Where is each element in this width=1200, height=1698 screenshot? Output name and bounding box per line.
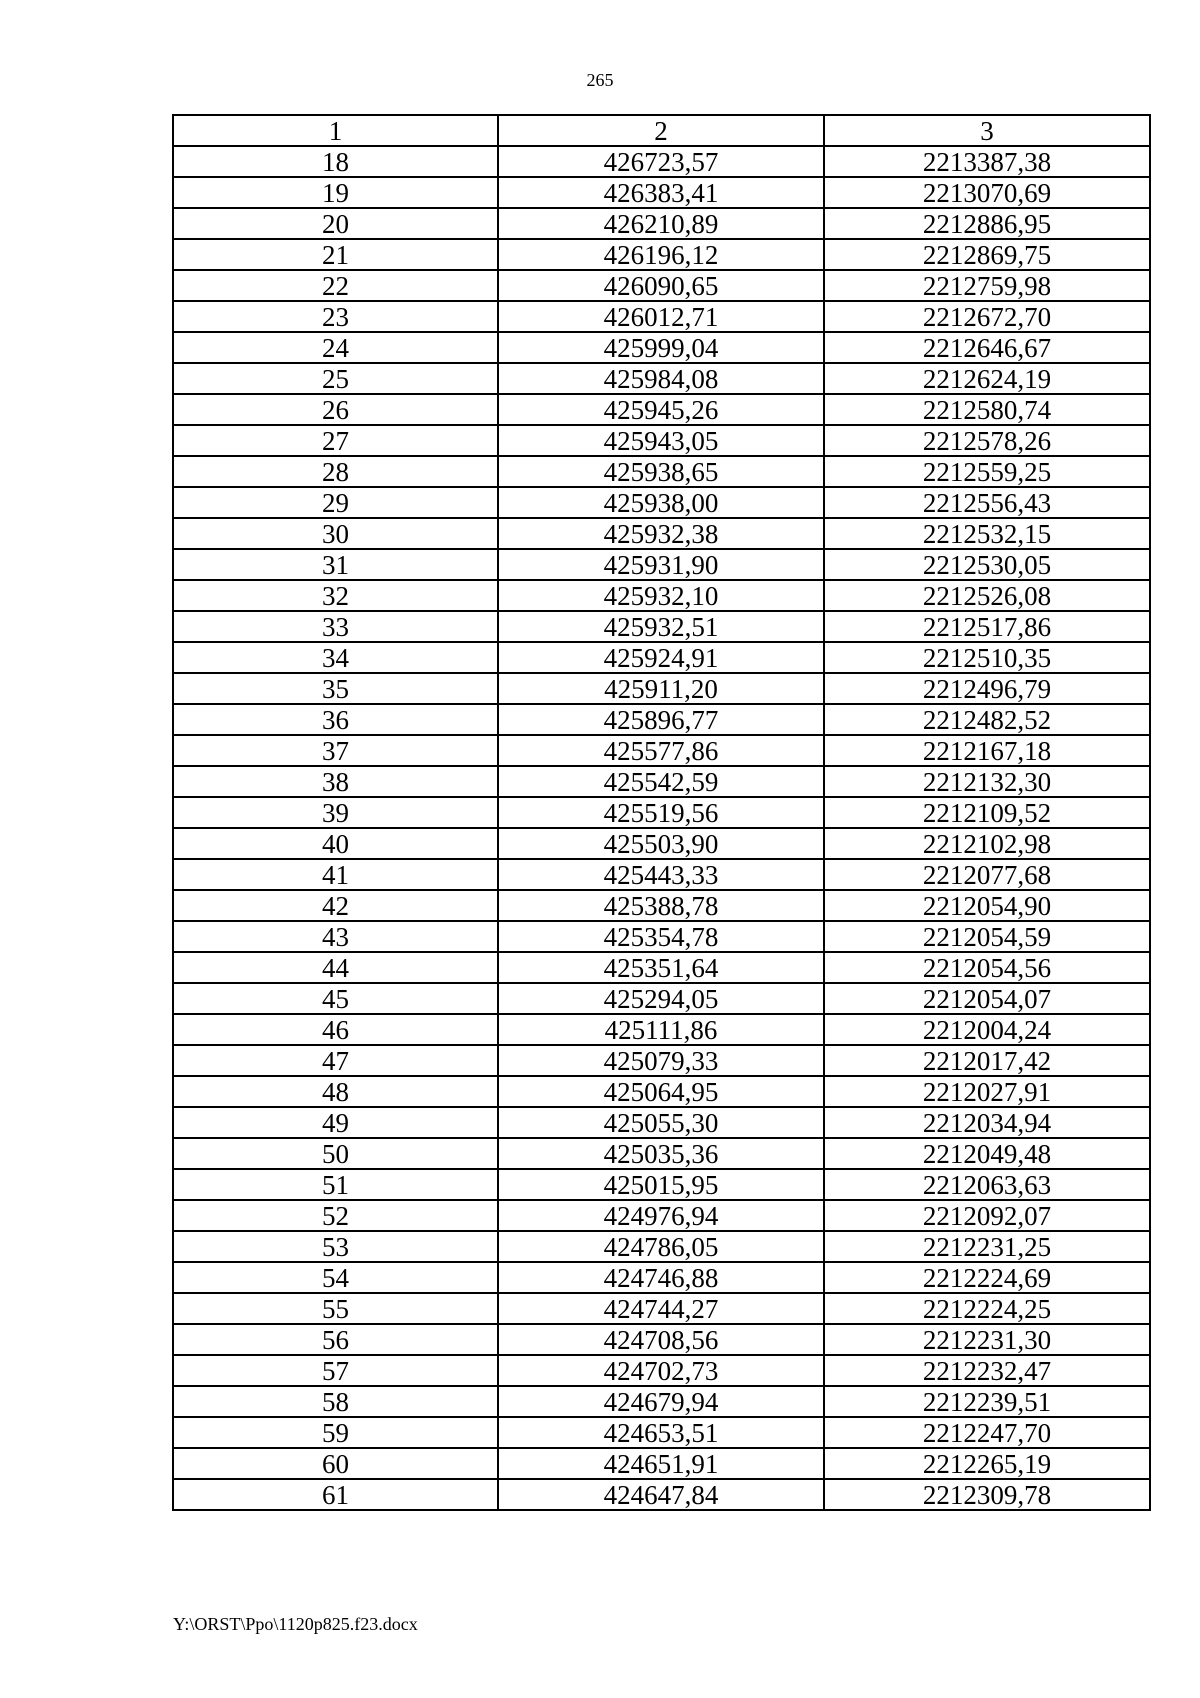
x-coordinate-cell: 425542,59 xyxy=(498,766,824,797)
table-row xyxy=(173,239,1150,270)
point-number-cell: 22 xyxy=(173,270,498,301)
table-row xyxy=(173,890,1150,921)
point-number-cell: 26 xyxy=(173,394,498,425)
y-coordinate-cell: 2212049,48 xyxy=(824,1138,1150,1169)
table-row xyxy=(173,1107,1150,1138)
table-row xyxy=(173,642,1150,673)
y-coordinate-cell: 2212077,68 xyxy=(824,859,1150,890)
point-number-cell: 29 xyxy=(173,487,498,518)
table-row xyxy=(173,208,1150,239)
x-coordinate-cell: 426383,41 xyxy=(498,177,824,208)
point-number-cell: 52 xyxy=(173,1200,498,1231)
y-coordinate-cell: 2212132,30 xyxy=(824,766,1150,797)
point-number-cell: 59 xyxy=(173,1417,498,1448)
x-coordinate-cell: 425999,04 xyxy=(498,332,824,363)
point-number-cell: 57 xyxy=(173,1355,498,1386)
x-coordinate-cell: 425354,78 xyxy=(498,921,824,952)
x-coordinate-cell: 425924,91 xyxy=(498,642,824,673)
table-row xyxy=(173,1262,1150,1293)
table-row xyxy=(173,270,1150,301)
point-number-cell: 49 xyxy=(173,1107,498,1138)
x-coordinate-cell: 425294,05 xyxy=(498,983,824,1014)
y-coordinate-cell: 2212624,19 xyxy=(824,363,1150,394)
page-number: 265 xyxy=(586,70,614,90)
x-coordinate-cell: 426090,65 xyxy=(498,270,824,301)
y-coordinate-cell: 2212239,51 xyxy=(824,1386,1150,1417)
x-coordinate-cell: 425055,30 xyxy=(498,1107,824,1138)
x-coordinate-cell: 426723,57 xyxy=(498,146,824,177)
y-coordinate-cell: 2212232,47 xyxy=(824,1355,1150,1386)
x-coordinate-cell: 424651,91 xyxy=(498,1448,824,1479)
point-number-cell: 35 xyxy=(173,673,498,704)
table-row xyxy=(173,1076,1150,1107)
y-coordinate-cell: 2213070,69 xyxy=(824,177,1150,208)
point-number-cell: 58 xyxy=(173,1386,498,1417)
column-header: 2 xyxy=(498,115,824,146)
y-coordinate-cell: 2212247,70 xyxy=(824,1417,1150,1448)
y-coordinate-cell: 2212054,90 xyxy=(824,890,1150,921)
point-number-cell: 25 xyxy=(173,363,498,394)
table-row xyxy=(173,580,1150,611)
table-row xyxy=(173,828,1150,859)
table-row xyxy=(173,704,1150,735)
x-coordinate-cell: 426210,89 xyxy=(498,208,824,239)
table-header-row xyxy=(173,115,1150,146)
point-number-cell: 56 xyxy=(173,1324,498,1355)
point-number-cell: 30 xyxy=(173,518,498,549)
point-number-cell: 48 xyxy=(173,1076,498,1107)
table-row xyxy=(173,1324,1150,1355)
y-coordinate-cell: 2212109,52 xyxy=(824,797,1150,828)
y-coordinate-cell: 2212532,15 xyxy=(824,518,1150,549)
table-row xyxy=(173,921,1150,952)
x-coordinate-cell: 425351,64 xyxy=(498,952,824,983)
y-coordinate-cell: 2212496,79 xyxy=(824,673,1150,704)
point-number-cell: 38 xyxy=(173,766,498,797)
y-coordinate-cell: 2212559,25 xyxy=(824,456,1150,487)
table-row xyxy=(173,425,1150,456)
y-coordinate-cell: 2212063,63 xyxy=(824,1169,1150,1200)
y-coordinate-cell: 2212526,08 xyxy=(824,580,1150,611)
x-coordinate-cell: 425896,77 xyxy=(498,704,824,735)
y-coordinate-cell: 2212231,25 xyxy=(824,1231,1150,1262)
point-number-cell: 37 xyxy=(173,735,498,766)
table-row xyxy=(173,766,1150,797)
point-number-cell: 41 xyxy=(173,859,498,890)
y-coordinate-cell: 2212004,24 xyxy=(824,1014,1150,1045)
y-coordinate-cell: 2212759,98 xyxy=(824,270,1150,301)
coordinates-table-container xyxy=(172,114,1149,1511)
x-coordinate-cell: 425577,86 xyxy=(498,735,824,766)
table-row xyxy=(173,146,1150,177)
table-row xyxy=(173,394,1150,425)
x-coordinate-cell: 424786,05 xyxy=(498,1231,824,1262)
point-number-cell: 36 xyxy=(173,704,498,735)
point-number-cell: 33 xyxy=(173,611,498,642)
column-header: 1 xyxy=(173,115,498,146)
table-row xyxy=(173,177,1150,208)
table-row xyxy=(173,363,1150,394)
table-row xyxy=(173,1014,1150,1045)
y-coordinate-cell: 2212672,70 xyxy=(824,301,1150,332)
table-row xyxy=(173,549,1150,580)
y-coordinate-cell: 2212517,86 xyxy=(824,611,1150,642)
x-coordinate-cell: 424702,73 xyxy=(498,1355,824,1386)
table-row xyxy=(173,456,1150,487)
y-coordinate-cell: 2212027,91 xyxy=(824,1076,1150,1107)
y-coordinate-cell: 2212580,74 xyxy=(824,394,1150,425)
point-number-cell: 28 xyxy=(173,456,498,487)
x-coordinate-cell: 424653,51 xyxy=(498,1417,824,1448)
table-row xyxy=(173,1479,1150,1510)
x-coordinate-cell: 425932,10 xyxy=(498,580,824,611)
table-row xyxy=(173,1417,1150,1448)
y-coordinate-cell: 2212482,52 xyxy=(824,704,1150,735)
column-header: 3 xyxy=(824,115,1150,146)
y-coordinate-cell: 2212869,75 xyxy=(824,239,1150,270)
x-coordinate-cell: 425938,65 xyxy=(498,456,824,487)
point-number-cell: 54 xyxy=(173,1262,498,1293)
point-number-cell: 42 xyxy=(173,890,498,921)
point-number-cell: 21 xyxy=(173,239,498,270)
x-coordinate-cell: 425388,78 xyxy=(498,890,824,921)
x-coordinate-cell: 425911,20 xyxy=(498,673,824,704)
table-row xyxy=(173,952,1150,983)
x-coordinate-cell: 424708,56 xyxy=(498,1324,824,1355)
x-coordinate-cell: 426196,12 xyxy=(498,239,824,270)
point-number-cell: 24 xyxy=(173,332,498,363)
x-coordinate-cell: 425945,26 xyxy=(498,394,824,425)
point-number-cell: 40 xyxy=(173,828,498,859)
x-coordinate-cell: 425984,08 xyxy=(498,363,824,394)
x-coordinate-cell: 425943,05 xyxy=(498,425,824,456)
point-number-cell: 45 xyxy=(173,983,498,1014)
point-number-cell: 51 xyxy=(173,1169,498,1200)
point-number-cell: 32 xyxy=(173,580,498,611)
table-row xyxy=(173,735,1150,766)
x-coordinate-cell: 425938,00 xyxy=(498,487,824,518)
point-number-cell: 39 xyxy=(173,797,498,828)
point-number-cell: 20 xyxy=(173,208,498,239)
y-coordinate-cell: 2212054,56 xyxy=(824,952,1150,983)
table-row xyxy=(173,673,1150,704)
x-coordinate-cell: 425111,86 xyxy=(498,1014,824,1045)
point-number-cell: 18 xyxy=(173,146,498,177)
point-number-cell: 23 xyxy=(173,301,498,332)
table-row xyxy=(173,1293,1150,1324)
x-coordinate-cell: 424679,94 xyxy=(498,1386,824,1417)
table-row xyxy=(173,983,1150,1014)
point-number-cell: 61 xyxy=(173,1479,498,1510)
y-coordinate-cell: 2212231,30 xyxy=(824,1324,1150,1355)
point-number-cell: 44 xyxy=(173,952,498,983)
table-row xyxy=(173,1355,1150,1386)
x-coordinate-cell: 424976,94 xyxy=(498,1200,824,1231)
table-row xyxy=(173,1045,1150,1076)
table-row xyxy=(173,301,1150,332)
table-row xyxy=(173,859,1150,890)
y-coordinate-cell: 2212886,95 xyxy=(824,208,1150,239)
table-row xyxy=(173,1138,1150,1169)
point-number-cell: 53 xyxy=(173,1231,498,1262)
x-coordinate-cell: 425079,33 xyxy=(498,1045,824,1076)
table-row xyxy=(173,1169,1150,1200)
x-coordinate-cell: 426012,71 xyxy=(498,301,824,332)
y-coordinate-cell: 2213387,38 xyxy=(824,146,1150,177)
table-row xyxy=(173,487,1150,518)
table-row xyxy=(173,1231,1150,1262)
x-coordinate-cell: 425443,33 xyxy=(498,859,824,890)
x-coordinate-cell: 425064,95 xyxy=(498,1076,824,1107)
point-number-cell: 27 xyxy=(173,425,498,456)
y-coordinate-cell: 2212224,69 xyxy=(824,1262,1150,1293)
x-coordinate-cell: 425015,95 xyxy=(498,1169,824,1200)
y-coordinate-cell: 2212102,98 xyxy=(824,828,1150,859)
x-coordinate-cell: 425035,36 xyxy=(498,1138,824,1169)
y-coordinate-cell: 2212530,05 xyxy=(824,549,1150,580)
x-coordinate-cell: 424746,88 xyxy=(498,1262,824,1293)
y-coordinate-cell: 2212309,78 xyxy=(824,1479,1150,1510)
point-number-cell: 55 xyxy=(173,1293,498,1324)
point-number-cell: 60 xyxy=(173,1448,498,1479)
x-coordinate-cell: 424744,27 xyxy=(498,1293,824,1324)
table-row xyxy=(173,332,1150,363)
x-coordinate-cell: 425519,56 xyxy=(498,797,824,828)
table-row xyxy=(173,518,1150,549)
y-coordinate-cell: 2212224,25 xyxy=(824,1293,1150,1324)
table-row xyxy=(173,1386,1150,1417)
y-coordinate-cell: 2212092,07 xyxy=(824,1200,1150,1231)
x-coordinate-cell: 424647,84 xyxy=(498,1479,824,1510)
point-number-cell: 50 xyxy=(173,1138,498,1169)
point-number-cell: 46 xyxy=(173,1014,498,1045)
point-number-cell: 43 xyxy=(173,921,498,952)
x-coordinate-cell: 425503,90 xyxy=(498,828,824,859)
y-coordinate-cell: 2212054,59 xyxy=(824,921,1150,952)
point-number-cell: 47 xyxy=(173,1045,498,1076)
coordinates-table xyxy=(172,114,1151,1511)
y-coordinate-cell: 2212646,67 xyxy=(824,332,1150,363)
table-row xyxy=(173,797,1150,828)
y-coordinate-cell: 2212017,42 xyxy=(824,1045,1150,1076)
point-number-cell: 19 xyxy=(173,177,498,208)
y-coordinate-cell: 2212167,18 xyxy=(824,735,1150,766)
point-number-cell: 34 xyxy=(173,642,498,673)
footer-file-path: Y:\ORST\Ppo\1120p825.f23.docx xyxy=(173,1614,418,1634)
y-coordinate-cell: 2212578,26 xyxy=(824,425,1150,456)
y-coordinate-cell: 2212034,94 xyxy=(824,1107,1150,1138)
x-coordinate-cell: 425932,38 xyxy=(498,518,824,549)
point-number-cell: 31 xyxy=(173,549,498,580)
y-coordinate-cell: 2212556,43 xyxy=(824,487,1150,518)
table-row xyxy=(173,1448,1150,1479)
y-coordinate-cell: 2212510,35 xyxy=(824,642,1150,673)
table-body xyxy=(173,115,1150,1510)
x-coordinate-cell: 425931,90 xyxy=(498,549,824,580)
table-row xyxy=(173,611,1150,642)
y-coordinate-cell: 2212054,07 xyxy=(824,983,1150,1014)
x-coordinate-cell: 425932,51 xyxy=(498,611,824,642)
y-coordinate-cell: 2212265,19 xyxy=(824,1448,1150,1479)
table-row xyxy=(173,1200,1150,1231)
